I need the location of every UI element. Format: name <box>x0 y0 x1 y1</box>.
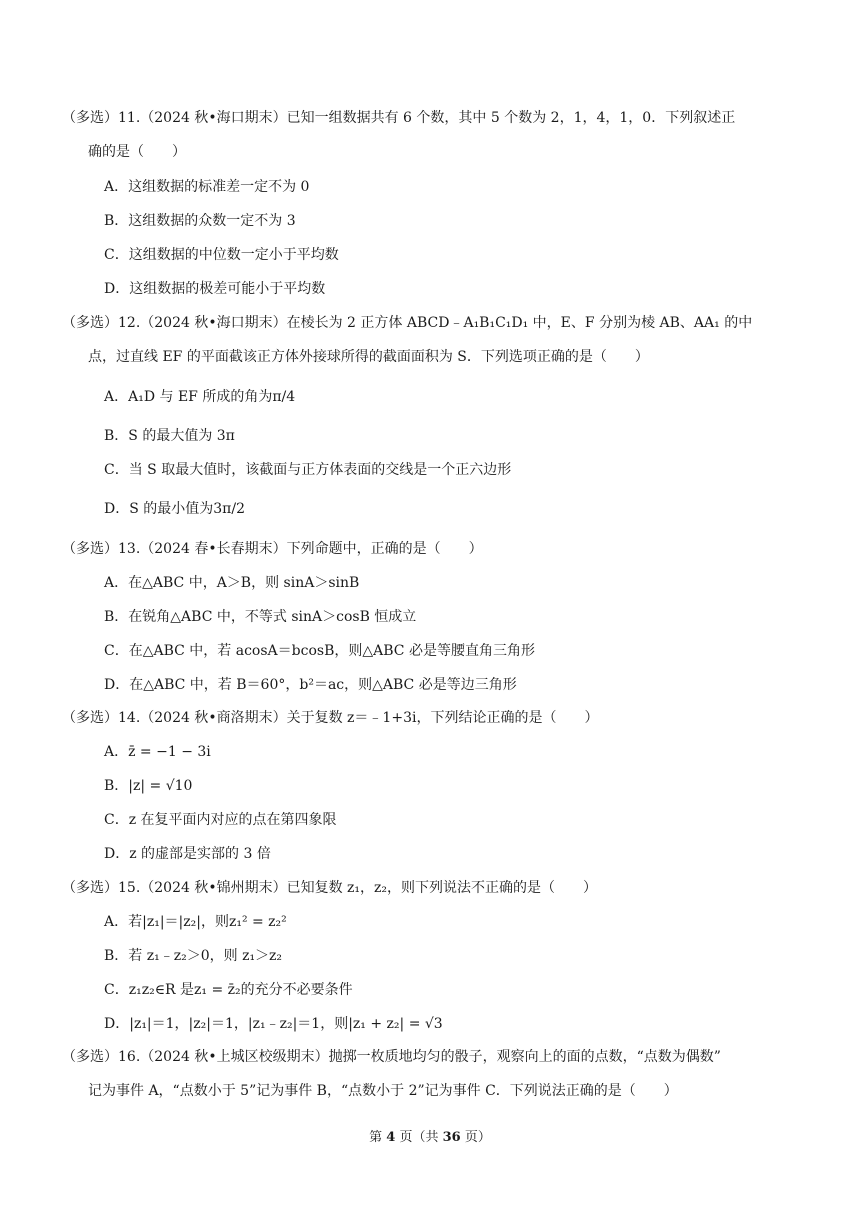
q15-option-c: C．z₁z₂∈R 是z₁ = z̄₂的充分不必要条件 <box>104 982 353 998</box>
footer-total-pages: 36 <box>442 1130 461 1145</box>
q12-option-d: D．S 的最小值为3π/2 <box>104 501 245 517</box>
q12-option-b: B．S 的最大值为 3π <box>104 428 235 444</box>
q11-line-2: 确的是（ ） <box>88 144 186 160</box>
q14-line-1: （多选）14.（2024 秋•商洛期末）关于复数 z＝﹣1+3i，下列结论正确的是（ ） <box>62 710 599 726</box>
q14-option-d: D．z 的虚部是实部的 3 倍 <box>104 846 271 862</box>
q14-option-c: C．z 在复平面内对应的点在第四象限 <box>104 812 337 828</box>
footer-prefix: 第 <box>369 1130 387 1145</box>
q15-option-a: A．若|z₁|＝|z₂|，则z₁² = z₂² <box>104 914 287 930</box>
q11-option-d: D．这组数据的极差可能小于平均数 <box>104 281 326 297</box>
q12-option-c: C．当 S 取最大值时，该截面与正方体表面的交线是一个正六边形 <box>104 462 512 478</box>
q12-line-2: 点，过直线 EF 的平面截该正方体外接球所得的截面面积为 S．下列选项正确的是（ ） <box>88 349 649 365</box>
q12-line-1: （多选）12.（2024 秋•海口期末）在棱长为 2 正方体 ABCD﹣A₁B₁C₁D₁ 中，E、F 分别为棱 AB、AA₁ 的中 <box>62 315 753 331</box>
q15-option-d: D．|z₁|＝1，|z₂|＝1，|z₁﹣z₂|＝1，则|z₁ + z₂| = √3 <box>104 1016 443 1032</box>
q16-line-1: （多选）16.（2024 秋•上城区校级期末）抛掷一枚质地均匀的骰子，观察向上的面的点数，“点数为偶数” <box>62 1049 721 1065</box>
footer-middle: 页（共 <box>395 1130 443 1145</box>
q13-option-b: B．在锐角△ABC 中，不等式 sinA＞cosB 恒成立 <box>104 609 417 625</box>
q11-option-a: A．这组数据的标准差一定不为 0 <box>104 179 310 195</box>
q13-option-d: D．在△ABC 中，若 B＝60°，b²＝ac，则△ABC 必是等边三角形 <box>104 677 517 693</box>
q15-option-b: B．若 z₁﹣z₂＞0，则 z₁＞z₂ <box>104 948 283 964</box>
q14-option-b: B．|z| = √10 <box>104 778 193 794</box>
q15-line-1: （多选）15.（2024 秋•锦州期末）已知复数 z₁，z₂，则下列说法不正确的是（ ） <box>62 880 598 896</box>
q11-line-1: （多选）11.（2024 秋•海口期末）已知一组数据共有 6 个数，其中 5 个数为 2，1，4，1，0．下列叙述正 <box>62 110 736 126</box>
q12-option-a: A．A₁D 与 EF 所成的角为π/4 <box>104 389 296 405</box>
q13-option-c: C．在△ABC 中，若 acosA＝bcosB，则△ABC 必是等腰直角三角形 <box>104 643 535 659</box>
q13-line-1: （多选）13.（2024 春•长春期末）下列命题中，正确的是（ ） <box>62 541 483 557</box>
q14-option-a: A．z̄ = −1 − 3i <box>104 744 211 760</box>
footer-page-number: 4 <box>386 1130 396 1145</box>
q13-option-a: A．在△ABC 中，A＞B，则 sinA＞sinB <box>104 575 360 591</box>
page-footer <box>0 1126 860 1145</box>
footer-suffix: 页） <box>460 1130 491 1145</box>
q16-line-2: 记为事件 A，“点数小于 5”记为事件 B，“点数小于 2”记为事件 C．下列说法正确的是（ ） <box>88 1083 678 1099</box>
q11-option-b: B．这组数据的众数一定不为 3 <box>104 213 296 229</box>
q11-option-c: C．这组数据的中位数一定小于平均数 <box>104 247 339 263</box>
